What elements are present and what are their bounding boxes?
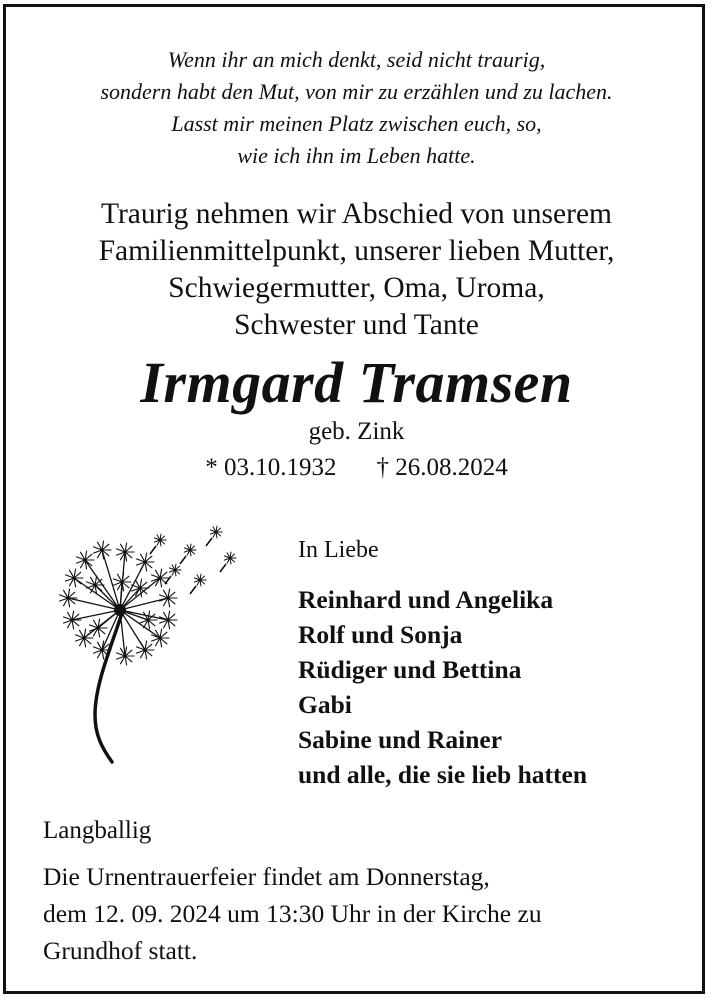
ceremony-line: dem 12. 09. 2024 um 13:30 Uhr in der Kirche zu [43, 899, 542, 928]
poem-line: Lasst mir meinen Platz zwischen euch, so, [171, 111, 542, 136]
ceremony-info [43, 858, 683, 969]
death-date: † 26.08.2024 [376, 454, 508, 481]
mourner-name: Gabi [298, 690, 352, 719]
dandelion-icon [40, 510, 240, 770]
location: Langballig [43, 817, 152, 844]
love-intro: In Liebe [298, 537, 379, 563]
deceased-name: Irmgard Tramsen [140, 350, 573, 415]
intro-line: Schwiegermutter, Oma, Uroma, [168, 272, 545, 304]
life-dates [0, 451, 713, 485]
mourner-list [298, 582, 587, 792]
mourner-name: Rüdiger und Bettina [298, 655, 522, 684]
poem [0, 44, 713, 172]
intro-line: Traurig nehmen wir Abschied von unserem [101, 198, 612, 230]
mourner-name: Rolf und Sonja [298, 620, 463, 649]
poem-line: sondern habt den Mut, von mir zu erzählen und zu lachen. [100, 79, 613, 104]
birth-name: geb. Zink [308, 418, 405, 445]
farewell-intro [0, 196, 713, 344]
mourner-name: und alle, die sie lieb hatten [298, 760, 588, 789]
mourner-name: Reinhard und Angelika [298, 585, 554, 614]
mourner-name: Sabine und Rainer [298, 725, 503, 754]
ceremony-line: Die Urnentrauerfeier findet am Donnerstag, [43, 862, 490, 891]
poem-line: Wenn ihr an mich denkt, seid nicht traurig, [167, 47, 546, 72]
intro-line: Schwester und Tante [234, 309, 479, 341]
ceremony-line: Grundhof statt. [43, 936, 198, 965]
intro-line: Familienmittelpunkt, unserer lieben Mutter, [98, 235, 615, 267]
birth-date: * 03.10.1932 [205, 454, 337, 481]
poem-line: wie ich ihn im Leben hatte. [237, 143, 476, 168]
